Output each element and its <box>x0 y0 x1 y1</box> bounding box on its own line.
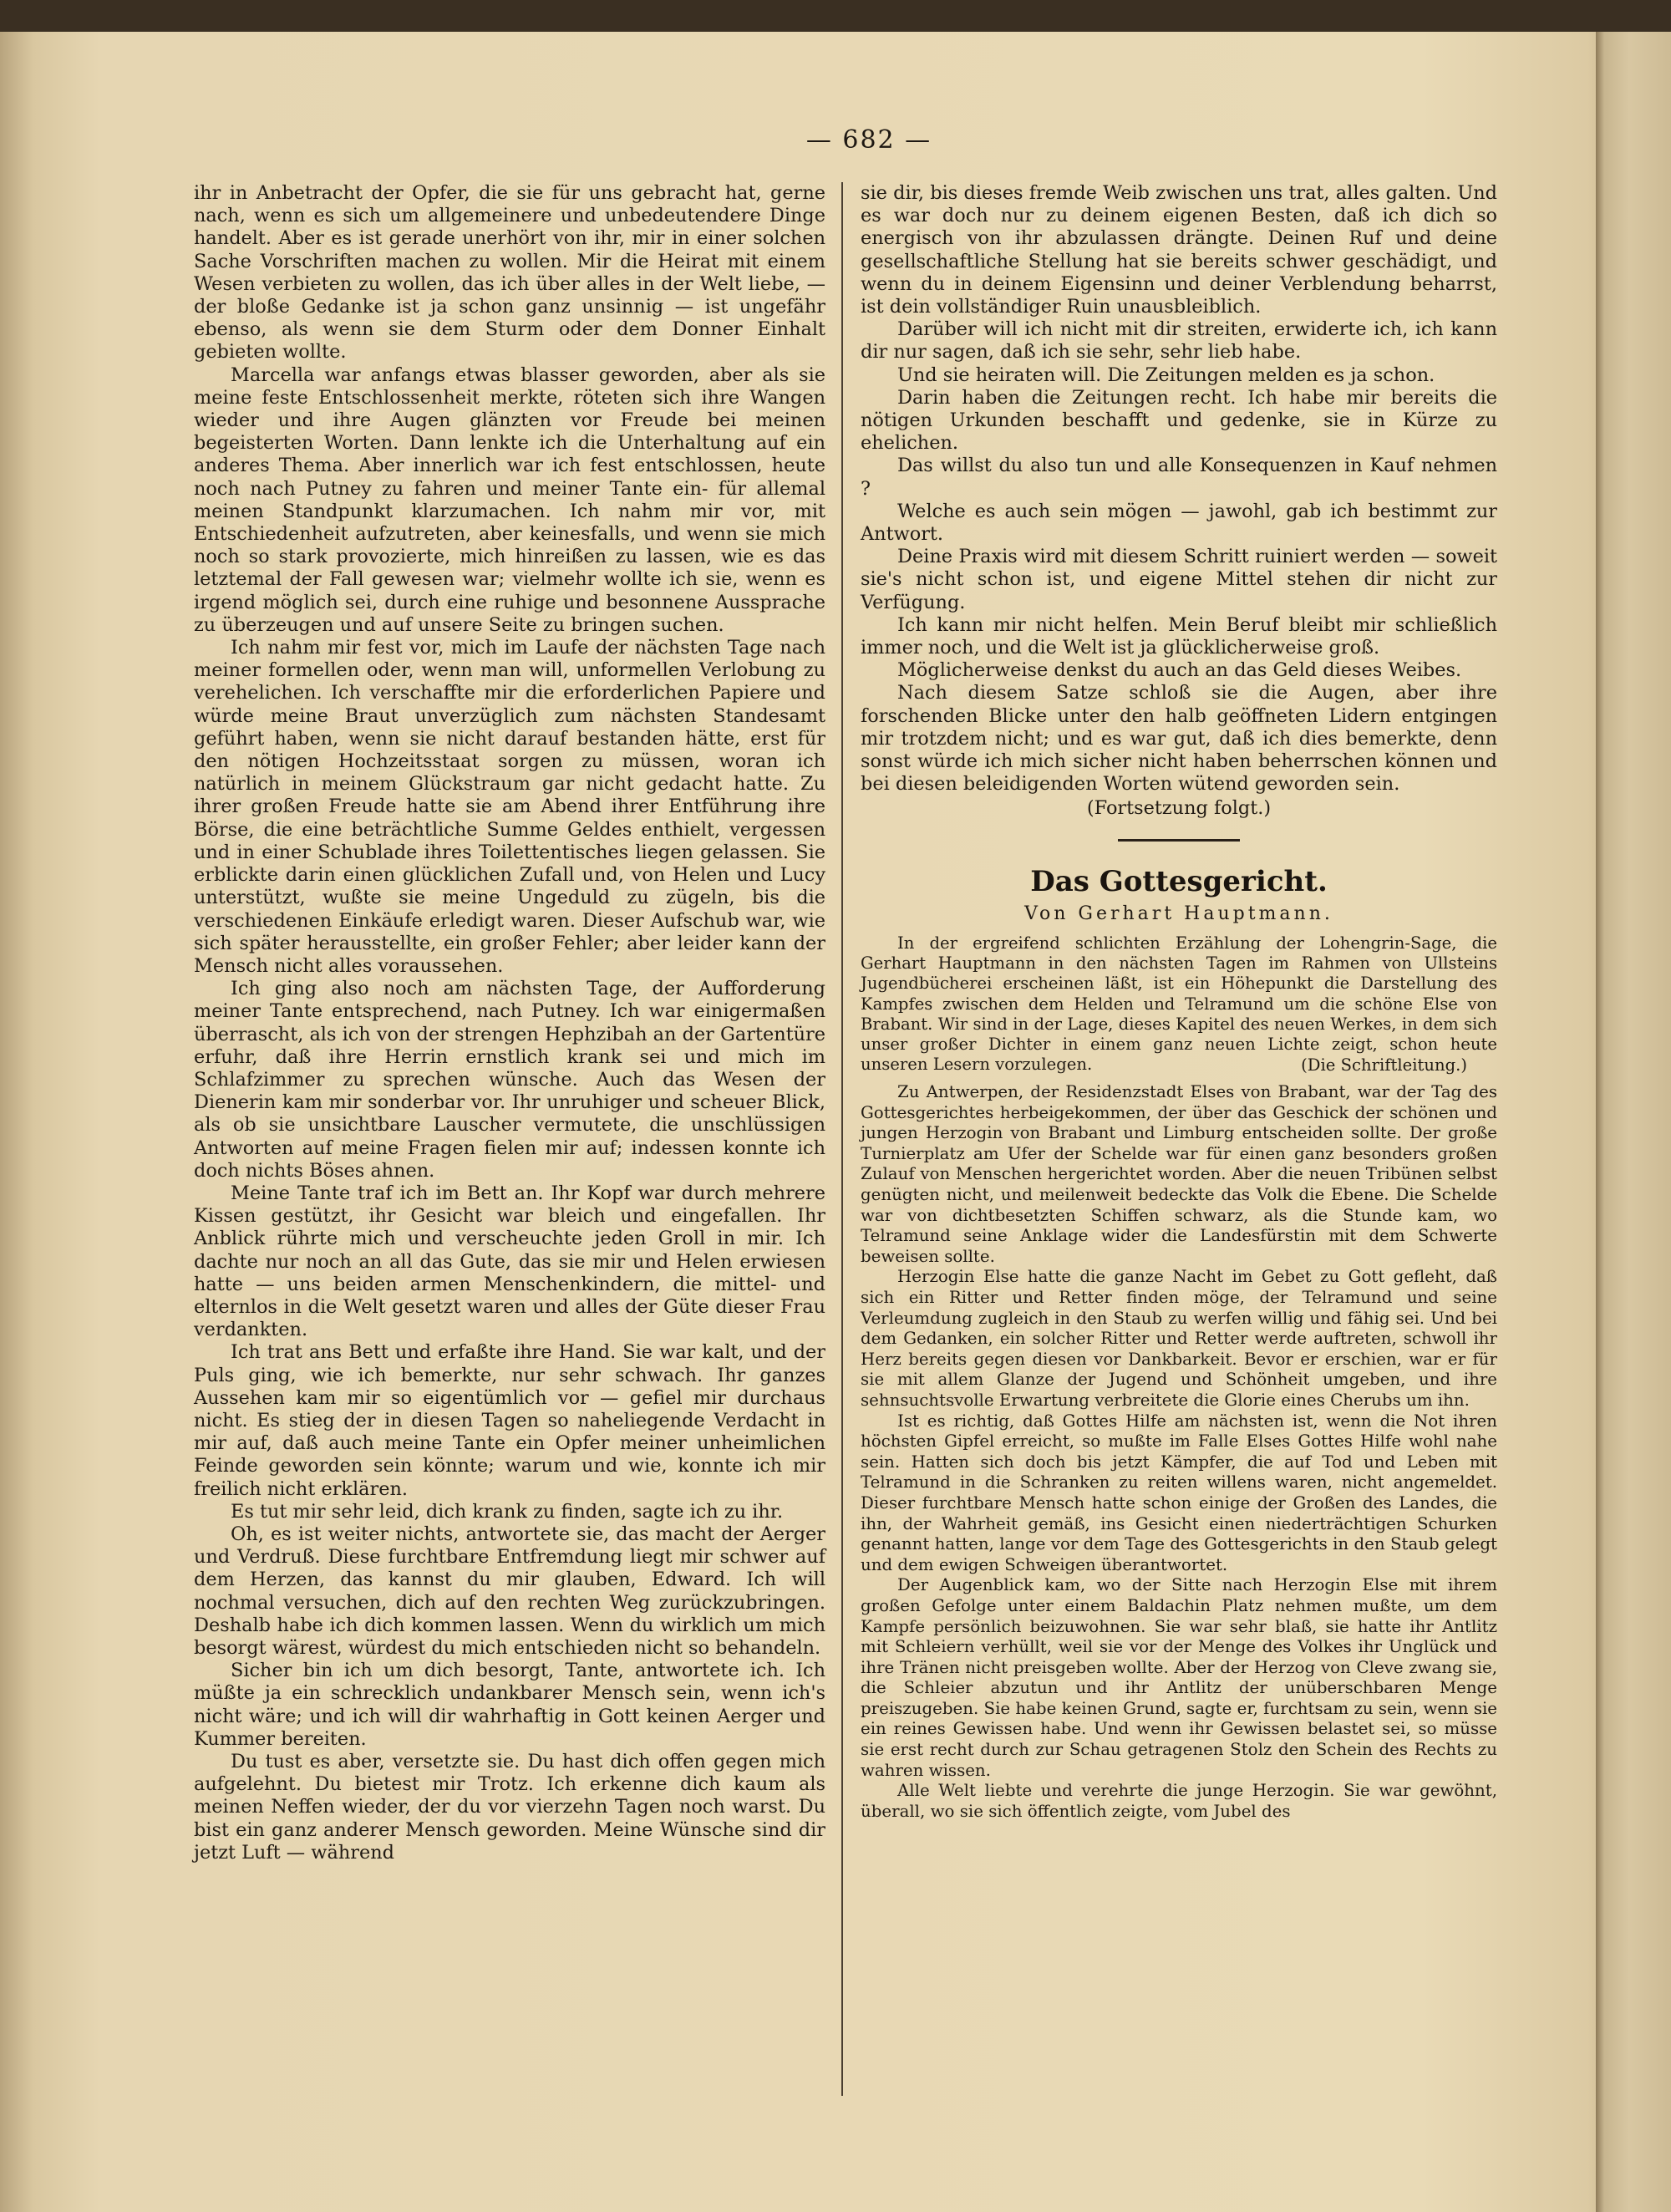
column-divider <box>841 182 843 2096</box>
paragraph: Meine Tante traf ich im Bett an. Ihr Kopf war durch mehrere Kissen gestützt, ihr Gesicht war bleich und eingefallen. Ihr Anblick rührte mich und verscheuchte jeden Groll in mir. Ich dachte nur noch an all das Gute, das sie mir und Helen erwiesen hatte — uns beiden armen Menschenkindern, die mittel- und elternlos in die Welt gesetzt waren und alles der Güte dieser Frau verdankten. <box>194 1182 825 1341</box>
paragraph: Zu Antwerpen, der Residenzstadt Elses von Brabant, war der Tag des Gottesgerichtes herbeigekommen, der über das Geschick der schönen und jungen Herzogin von Brabant und Limburg entscheiden sollte. Der große Turnierplatz am Ufer der Schelde war für einen ganz besonders großen Zulauf von Menschen hergerichtet worden. Aber die neuen Tribünen selbst genügten nicht, und meilenweit bedeckte das Volk die Ebene. Die Schelde war von dichtbesetzten Schiffen schwarz, als die Stunde kam, wo Telramund seine Anklage wider die Landesfürstin mit dem Schwerte beweisen sollte. <box>861 1082 1497 1266</box>
paragraph: ihr in Anbetracht der Opfer, die sie für uns gebracht hat, gerne nach, wenn es sich um allgemeinere und unbedeutendere Dinge handelt. Aber es ist gerade unerhört von ihr, mir in einer solchen Sache Vorschriften machen zu wollen. Mir die Heirat mit einem Wesen verbieten zu wollen, das ich über alles in der Welt liebe, — der bloße Gedanke ist ja schon ganz unsinnig — ist ungefähr ebenso, als wenn sie dem Sturm oder dem Donner Einhalt gebieten wollte. <box>194 182 825 364</box>
paragraph: Ich trat ans Bett und erfaßte ihre Hand. Sie war kalt, und der Puls ging, wie ich bemerkte, nur sehr schwach. Ihr ganzes Aussehen kam mir so eigentümlich vor — gefiel mir durchaus nicht. Es stieg der in diesen Tagen so naheliegende Verdacht in mir auf, daß auch meine Tante ein Opfer meiner unheimlichen Feinde geworden sein könnte; warum und wie, konnte ich mir freilich nicht erklären. <box>194 1341 825 1500</box>
paragraph: Oh, es ist weiter nichts, antwortete sie, das macht der Aerger und Verdruß. Diese furchtbare Entfremdung liegt mir schwer auf dem Herzen, das kannst du mir glauben, Edward. Ich will nochmal versuchen, dich auf den rechten Weg zurückzubringen. Deshalb habe ich dich kommen lassen. Wenn du wirklich um mich besorgt wärest, würdest du mich entschieden nicht so behandeln. <box>194 1523 825 1659</box>
next-page-edge <box>1596 32 1671 2212</box>
article-byline: Von Gerhart Hauptmann. <box>1024 903 1333 924</box>
continuation-note: (Fortsetzung folgt.) <box>1086 797 1272 820</box>
paragraph: Marcella war anfangs etwas blasser geworden, aber als sie meine feste Entschlossenheit merkte, röteten sich ihre Wangen wieder und ihre Augen glänzten vor Freude bei meinen begeisterten Worten. Dann lenkte ich die Unterhaltung auf ein anderes Thema. Aber innerlich war ich fest entschlossen, heute noch nach Putney zu fahren und meiner Tante ein- für allemal meinen Standpunkt klarzumachen. Ich nahm mir vor, mit Entschiedenheit aufzutreten, aber keinesfalls, und wenn sie mich noch so stark provozierte, mich hinreißen zu lassen, wie es das letztemal der Fall gewesen war; vielmehr wollte ich sie, wenn es irgend möglich sei, durch eine ruhige und besonnene Aussprache zu überzeugen und auf unsere Seite zu bringen suchen. <box>194 364 825 636</box>
paragraph: Ich kann mir nicht helfen. Mein Beruf bleibt mir schließlich immer noch, und die Welt ist ja glücklicherweise groß. <box>861 613 1497 659</box>
paragraph: sie dir, bis dieses fremde Weib zwischen uns trat, alles galten. Und es war doch nur zu deinem eigenen Besten, daß ich dich so energisch von ihr abzulassen drängte. Deinen Ruf und deine gesellschaftliche Stellung hat sie bereits schwer geschädigt, und wenn du in deinem Eigensinn und deiner Verblendung beharrst, ist dein vollständiger Ruin unausbleiblich. <box>861 182 1497 318</box>
paragraph: Alle Welt liebte und verehrte die junge Herzogin. Sie war gewöhnt, überall, wo sie sich öffentlich zeigte, vom Jubel des <box>861 1781 1497 1821</box>
section-divider <box>1118 839 1240 842</box>
article-title: Das Gottesgericht. <box>1030 864 1328 898</box>
paragraph: Du tust es aber, versetzte sie. Du hast dich offen gegen mich aufgelehnt. Du bietest mir Trotz. Ich erkenne dich kaum als meinen Neffen wieder, der du vor vierzehn Tagen noch warst. Du bist ein ganz anderer Mensch geworden. Meine Wünsche sind dir jetzt Luft — während <box>194 1751 825 1864</box>
paragraph: Der Augenblick kam, wo der Sitte nach Herzogin Else mit ihrem großen Gefolge unter einem Baldachin Platz nehmen mußte, um dem Kampfe persönlich beizuwohnen. Sie war sehr blaß, sie hatte ihr Antlitz mit Schleiern verhüllt, weil sie vor der Menge des Volkes ihr Unglück und ihre Tränen nicht preisgeben wollte. Aber der Herzog von Cleve zwang sie, die Schleier abzutun und ihr Antlitz der unüberschbaren Menge preiszugeben. Sie habe keinen Grund, sagte er, furchtsam zu sein, wenn sie ein reines Gewissen habe. Und wenn ihr Gewissen belastet sei, so müsse sie erst recht durch zur Schau getragenen Stolz den Schein des Rechts zu wahren wissen. <box>861 1575 1497 1780</box>
paragraph: Darüber will ich nicht mit dir streiten, erwiderte ich, ich kann dir nur sagen, daß ich sie sehr, sehr lieb habe. <box>861 318 1497 364</box>
paragraph: Ist es richtig, daß Gottes Hilfe am nächsten ist, wenn die Not ihren höchsten Gipfel erreicht, so mußte im Falle Elses Gottes Hilfe wohl nahe sein. Hatten sich doch bis jetzt Kämpfer, die auf Tod und Leben mit Telramund in die Schranken zu reiten willens waren, nicht angemeldet. Dieser furchtbare Mensch hatte schon einige der Großen des Landes, die ihn, der Wahrheit gemäß, ins Gesicht einen niederträchtigen Schurken genannt hatten, lange vor dem Tage des Gottesgerichts in den Staub gelegt und dem ewigen Schweigen überantwortet. <box>861 1411 1497 1574</box>
intro-text: In der ergreifend schlichten Erzählung der Lohengrin-Sage, die Gerhart Hauptmann in den nächsten Tagen im Rahmen von Ullsteins Jugendbücherei erscheinen läßt, ist ein Höhepunkt die Darstellung des Kampfes zwischen dem Helden und Telramund um die schöne Else von Brabant. Wir sind in der Lage, dieses Kapitel des neuen Werkes, in dem sich unser großer Dichter in einem ganz neuen Lichte zeigt, schon heute unseren Lesern vorzulegen. <box>861 933 1497 1075</box>
paragraph: Ich ging also noch am nächsten Tage, der Aufforderung meiner Tante entsprechend, nach Putney. Ich war einigermaßen überrascht, als ich von der strengen Hephzibah an der Gartentüre erfuhr, daß ihre Herrin ernstlich krank sei und mich im Schlafzimmer zu sprechen wünsche. Auch das Wesen der Dienerin kam mir sonderbar vor. Ihr unruhiger und scheuer Blick, als ob sie unsichtbare Lauscher vermutete, die unschlüssigen Antworten auf meine Fragen fielen mir auf; indessen konnte ich doch nichts Böses ahnen. <box>194 978 825 1182</box>
left-column <box>194 182 825 1864</box>
paragraph: Und sie heiraten will. Die Zeitungen melden es ja schon. <box>897 364 1435 386</box>
page-number: — 682 — <box>805 125 932 155</box>
article-body <box>861 1082 1497 1822</box>
paragraph: Deine Praxis wird mit diesem Schritt ruiniert werden — soweit sie's nicht schon ist, und eigene Mittel stehen dir nicht zur Verfügung. <box>861 546 1497 613</box>
paragraph: Herzogin Else hatte die ganze Nacht im Gebet zu Gott gefleht, daß sich ein Ritter und Retter finden möge, der Telramund und seine Verleumdung zugleich in den Staub zu werfen willig und fähig sei. Und bei dem Gedanken, ein solcher Ritter und Retter werde auftreten, schwoll ihr Herz bereits gegen diesen vor Dankbarkeit. Bevor er erschien, war er für sie mit allem Glanze der Jugend und Schönheit umgeben, und ihre sehnsuchtsvolle Erwartung verbreitete die Glorie eines Cherubs um ihn. <box>861 1267 1497 1410</box>
paragraph: Es tut mir sehr leid, dich krank zu finden, sagte ich zu ihr. <box>231 1500 784 1523</box>
paragraph: Darin haben die Zeitungen recht. Ich habe mir bereits die nötigen Urkunden beschafft und gedenke, sie in Kürze zu ehelichen. <box>861 386 1497 455</box>
editor-intro <box>861 933 1497 1075</box>
paragraph: Das willst du also tun und alle Konsequenzen in Kauf nehmen ? <box>861 455 1497 500</box>
paragraph: Welche es auch sein mögen — jawohl, gab ich bestimmt zur Antwort. <box>861 500 1497 546</box>
paragraph: Sicher bin ich um dich besorgt, Tante, antwortete ich. Ich müßte ja ein schrecklich undankbarer Mensch sein, wenn ich's nicht wäre; und ich will dir wahrhaftig in Gott keinen Aerger und Kummer bereiten. <box>194 1660 825 1750</box>
paragraph: Nach diesem Satze schloß sie die Augen, aber ihre forschenden Blicke unter den halb geöffneten Lidern entgingen mir trotzdem nicht; und es war gut, daß ich dies bemerkte, denn sonst würde ich mich sicher nicht haben beherrschen können und bei diesen beleidigenden Worten wütend geworden sein. <box>861 682 1497 796</box>
paragraph: Möglicherweise denkst du auch an das Geld dieses Weibes. <box>897 659 1462 682</box>
intro-signature: (Die Schriftleitung.) <box>1301 1055 1467 1075</box>
right-column <box>861 182 1497 1822</box>
paragraph: Ich nahm mir fest vor, mich im Laufe der nächsten Tage nach meiner formellen oder, wenn man will, unformellen Verlobung zu verehelichen. Ich verschaffte mir die erforderlichen Papiere und würde meine Braut unverzüglich zum nächsten Standesamt geführt haben, wenn sie nicht darauf bestanden hätte, erst für den nötigen Hochzeitsstaat sorgen zu müssen, woran ich natürlich in meinem Glückstraum gar nicht gedacht hatte. Zu ihrer großen Freude hatte sie am Abend ihrer Entführung ihre Börse, die eine beträchtliche Summe Geldes enthielt, vergessen und in einer Schublade ihres Toilettentisches liegen gelassen. Sie erblickte darin einen glücklichen Zufall und, von Helen und Lucy unterstützt, wußte sie meine Ungeduld zu zügeln, bis die verschiedenen Einkäufe erledigt waren. Dieser Aufschub war, wie sich später herausstellte, ein großer Fehler; aber leider kann der Mensch nicht alles voraussehen. <box>194 637 825 977</box>
